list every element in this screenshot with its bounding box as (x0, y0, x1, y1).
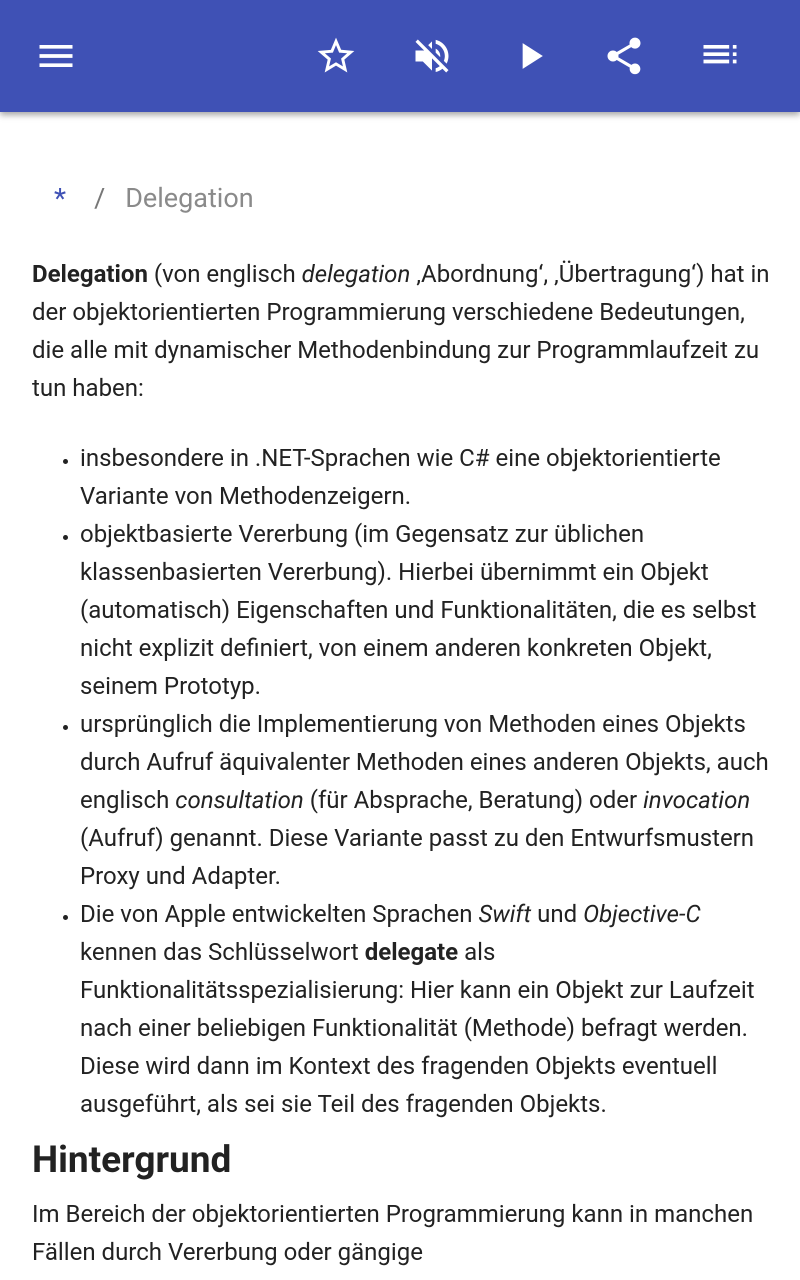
volume-off-icon (410, 34, 454, 78)
list-item-text: Die von Apple entwickelten Sprachen (80, 900, 479, 928)
menu-button[interactable] (24, 24, 88, 88)
app-bar (0, 0, 800, 112)
bookmark-button[interactable] (304, 24, 368, 88)
playlist-icon (698, 34, 742, 78)
list-item (80, 705, 772, 895)
play-icon (508, 34, 552, 78)
section-paragraph: Im Bereich der objektorientierten Programmierung kann in manchen Fällen durch Vererbung oder gängige (32, 1200, 754, 1266)
breadcrumb (54, 178, 254, 218)
intro-english-term: delegation (301, 260, 411, 288)
list-item-text: (für Absprache, Beratung) oder (303, 786, 644, 814)
italic-term: Swift (478, 900, 532, 928)
list-item-text: insbesondere in .NET-Sprachen wie C# eine objektorientierte Variante von Methodenzeigern. (80, 444, 721, 510)
italic-term: Objective-C (583, 900, 701, 928)
list-item-text: und (531, 900, 584, 928)
intro-text-1: (von englisch (147, 260, 302, 288)
bold-keyword: delegate (364, 938, 459, 966)
intro-paragraph (32, 255, 772, 407)
section-heading: Hintergrund (32, 1139, 232, 1182)
breadcrumb-separator: / (94, 182, 106, 214)
mute-button[interactable] (400, 24, 464, 88)
meaning-list (32, 439, 772, 1123)
list-item-text: objektbasierte Vererbung (im Gegensatz zur üblichen klassenbasierten Vererbung). Hierbei übernimmt ein Objekt (automatisch) Eigenschaften und Funktionalitäten, die es selbst nicht explizit definiert, von einem anderen konkreten Objekt, seinem Prototyp. (80, 520, 757, 700)
share-icon (602, 34, 646, 78)
list-item (80, 439, 772, 515)
list-item-text: als Funktionalitätsspezialisierung: Hier kann ein Objekt zur Laufzeit nach einer beliebigen Funktionalität (Methode) befragt werden. Diese wird dann im Kontext des fragenden Objekts eventuell ausgeführt, als sei sie Teil des fragenden Objekts. (80, 938, 755, 1118)
list-item (80, 515, 772, 705)
italic-term: invocation (643, 786, 751, 814)
intro-term: Delegation (32, 260, 148, 288)
breadcrumb-home-link[interactable]: * (54, 181, 67, 215)
breadcrumb-current: Delegation (125, 182, 254, 214)
intro-text-2: ‚Abordnung‘, ‚Übertragung‘) hat in der objektorientierten Programmierung verschiedene Bedeutungen, die alle mit dynamischer Methodenbindung zur Programmlaufzeit zu tun haben: (32, 260, 770, 402)
play-button[interactable] (498, 24, 562, 88)
menu-icon (34, 34, 78, 78)
article-content (32, 255, 772, 1271)
contents-button[interactable] (688, 24, 752, 88)
list-item-text: (Aufruf) genannt. Diese Variante passt zu den Entwurfsmustern Proxy und Adapter. (80, 824, 755, 890)
list-item (80, 895, 772, 1123)
list-item-text: kennen das Schlüsselwort (80, 938, 365, 966)
list-item-text: ursprünglich die Implementierung von Methoden eines Objekts durch Aufruf äquivalenter Methoden eines anderen Objekts, auch englisch (80, 710, 769, 814)
star-outline-icon (314, 34, 358, 78)
share-button[interactable] (592, 24, 656, 88)
italic-term: consultation (175, 786, 304, 814)
